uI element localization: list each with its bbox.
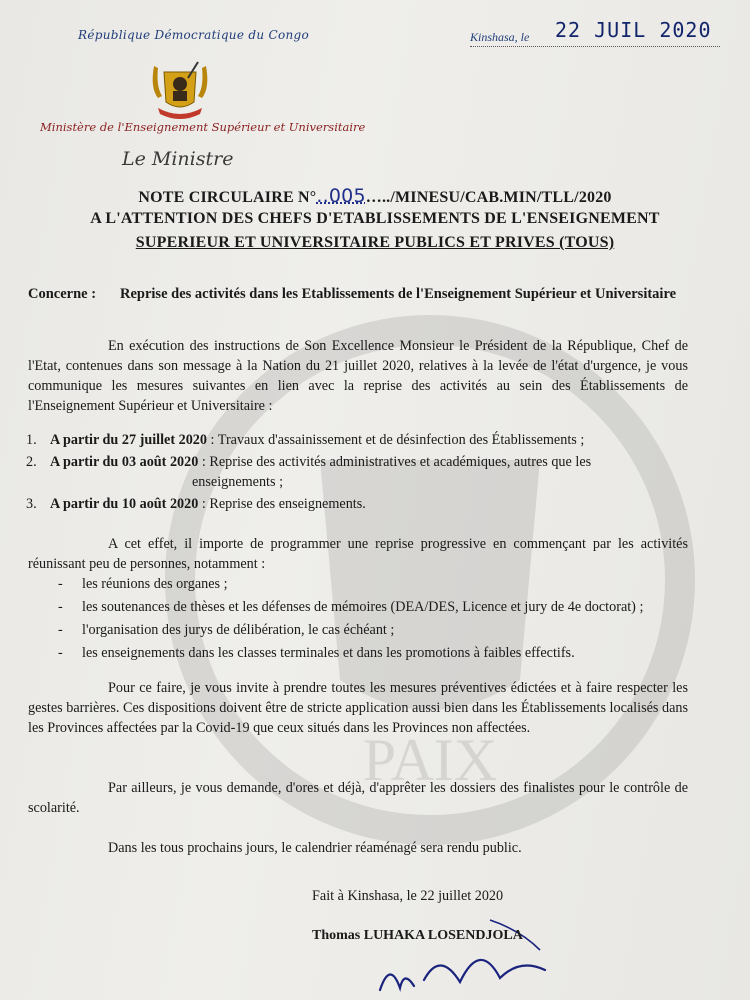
- republic-name: République Démocratique du Congo: [78, 28, 310, 42]
- circular-title: [0, 185, 750, 207]
- calendar-paragraph: [28, 838, 688, 858]
- list-item: - les soutenances de thèses et les défenses de mémoires (DEA/DES, Licence et jury de 4e doctorat) ;: [58, 599, 644, 615]
- calendar-text: Dans les tous prochains jours, le calendrier réaménagé sera rendu public.: [108, 840, 522, 856]
- effect-text: A cet effet, il importe de programmer une reprise progressive en commençant par les activités réunissant peu de personnes, notamment :: [28, 536, 688, 572]
- list-item: 3. A partir du 10 août 2020 : Reprise des enseignements.: [26, 496, 366, 512]
- date-stamp: 22 JUIL 2020: [555, 18, 712, 42]
- date-line: [470, 18, 720, 47]
- place-and-date: Fait à Kinshasa, le 22 juillet 2020: [312, 888, 504, 904]
- subject-block: [28, 284, 698, 304]
- handwritten-signature: [370, 910, 550, 1000]
- list-item: 2. A partir du 03 août 2020 : Reprise des activités administratives et académiques, autres que les enseignements ;: [26, 454, 592, 490]
- addressee-line-1: A L'ATTENTION DES CHEFS D'ETABLISSEMENTS DE L'ENSEIGNEMENT: [90, 210, 660, 227]
- addressee-line-2: SUPERIEUR ET UNIVERSITAIRE PUBLICS ET PRIVES (TOUS): [135, 234, 615, 251]
- ministry-name: Ministère de l'Enseignement Supérieur et Universitaire: [40, 120, 366, 134]
- circular-number: ..005: [316, 185, 366, 207]
- list-item: - les enseignements dans les classes terminales et dans les promotions à faibles effectifs.: [58, 645, 575, 661]
- minister-title: Le Ministre: [122, 148, 234, 170]
- finalists-text: Par ailleurs, je vous demande, d'ores et déjà, d'apprêter les dossiers des finalistes pour le contrôle de scolarité.: [28, 780, 688, 816]
- finalists-paragraph: [28, 778, 688, 818]
- schedule-list: [26, 430, 686, 516]
- list-item: - l'organisation des jurys de délibération, le cas échéant ;: [58, 622, 395, 638]
- list-item: 1. A partir du 27 juillet 2020 : Travaux d'assainissement et de désinfection des Établissements ;: [26, 432, 585, 448]
- effect-paragraph: [28, 534, 688, 574]
- watermark-text: PAIX: [362, 727, 498, 793]
- place-label: Kinshasa, le: [470, 30, 530, 44]
- intro-paragraph: [28, 336, 688, 416]
- measures-text: Pour ce faire, je vous invite à prendre toutes les mesures préventives édictées et à faire respecter les gestes barrières. Ces dispositions doivent être de stricte application aussi bien dans les Établissements localisés dans les Provinces affectées par la Covid-19 que ceux situés dans les Provinces non affectées.: [28, 680, 688, 736]
- subject-label: Concerne :: [28, 286, 97, 302]
- activities-list: [58, 574, 678, 666]
- intro-text: En exécution des instructions de Son Excellence Monsieur le Président de la République, Chef de l'Etat, contenues dans son message à la Nation du 21 juillet 2020, relatives à la levée de l'état d'urgence, je vous communique les mesures suivantes en lien avec la reprise des activités au sein des Établissements de l'Enseignement Supérieur et Universitaire :: [28, 338, 688, 414]
- title-suffix: …../MINESU/CAB.MIN/TLL/2020: [365, 189, 612, 206]
- title-prefix: NOTE CIRCULAIRE N°: [138, 189, 317, 206]
- list-item: - les réunions des organes ;: [58, 576, 228, 592]
- signatory-name: Thomas LUHAKA LOSENDJOLA: [312, 928, 523, 943]
- measures-paragraph: [28, 678, 688, 738]
- coat-of-arms-icon: [148, 58, 212, 124]
- subject-text: Reprise des activités dans les Etablissements de l'Enseignement Supérieur et Universitaire: [120, 286, 677, 302]
